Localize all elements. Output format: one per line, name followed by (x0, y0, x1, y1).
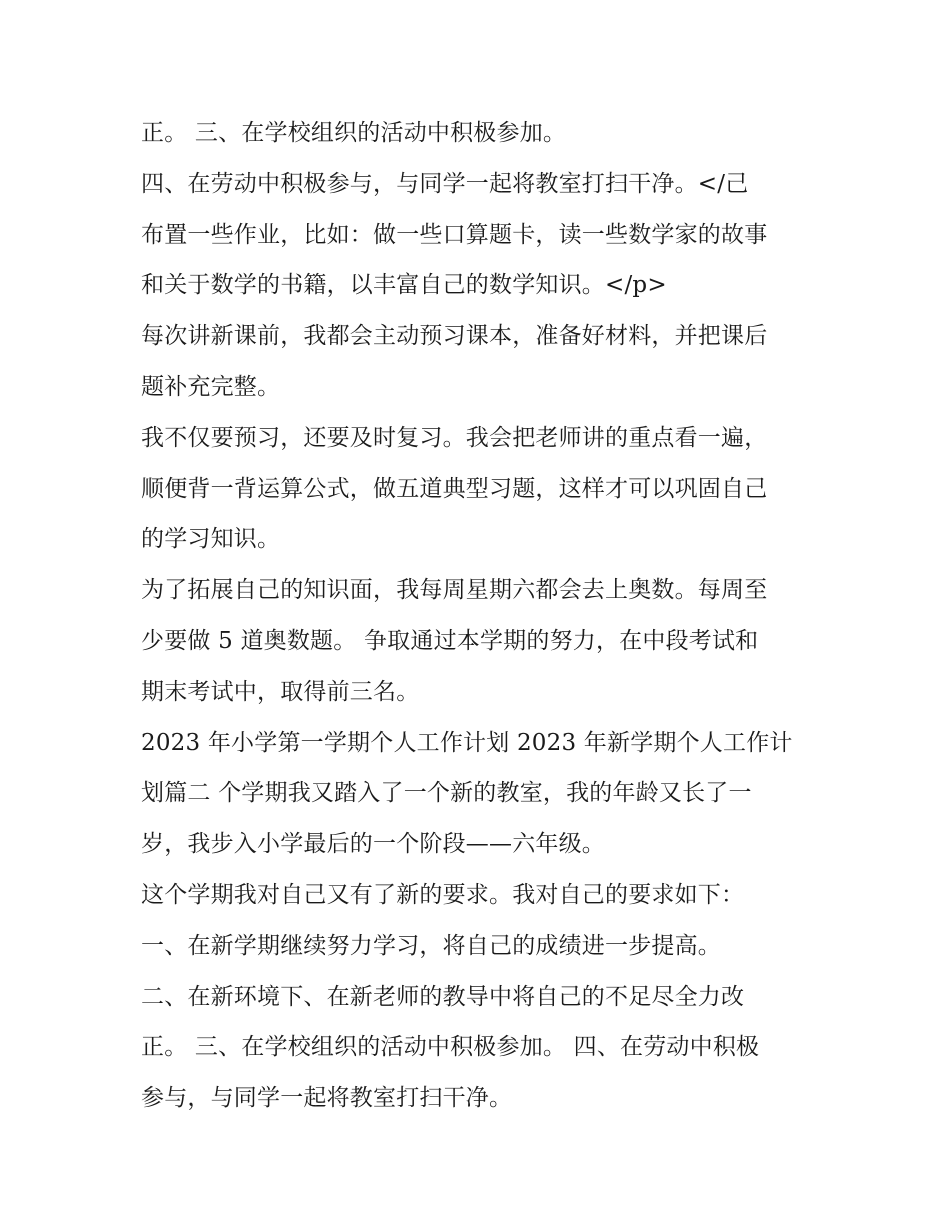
text-line: 顺便背一背运算公式，做五道典型习题，这样才可以巩固自己 (141, 475, 768, 502)
text-line: 少要做 5 道奥数题。 争取通过本学期的努力，在中段考试和 (141, 627, 759, 654)
document-body (141, 108, 821, 1124)
text-line: 一、在新学期继续努力学习，将自己的成绩进一步提高。 (141, 932, 721, 959)
text-line: 正。 三、在学校组织的活动中积极参加。 (141, 120, 567, 146)
text-line: 题补充完整。 (141, 373, 281, 400)
text-line: 布置一些作业，比如：做一些口算题卡，读一些数学家的故事 (141, 221, 768, 248)
text-line: 为了拓展自己的知识面，我每周星期六都会去上奥数。每周至 (141, 577, 768, 604)
text-line: 2023 年小学第一学期个人工作计划 2023 年新学期个人工作计 (141, 729, 793, 756)
text-line: 这个学期我对自己又有了新的要求。我对自己的要求如下： (141, 881, 745, 908)
text-line: 四、在劳动中积极参与，与同学一起将教室打扫干净。</己 (141, 170, 749, 197)
text-line: 的学习知识。 (141, 526, 281, 553)
text-line: 期末考试中，取得前三名。 (141, 678, 420, 705)
text-line: 正。 三、在学校组织的活动中积极参加。 四、在劳动中积极 (141, 1034, 760, 1061)
text-line: 参与，与同学一起将教室打扫干净。 (141, 1085, 513, 1112)
text-line: 划篇二 个学期我又踏入了一个新的教室，我的年龄又长了一 (141, 780, 752, 807)
text-line: 我不仅要预习，还要及时复习。我会把老师讲的重点看一遍， (141, 424, 768, 451)
text-line: 每次讲新课前，我都会主动预习课本，准备好材料，并把课后 (141, 323, 768, 350)
text-line: 和关于数学的书籍，以丰富自己的数学知识。</p> (141, 272, 667, 299)
text-line: 岁，我步入小学最后的一个阶段——六年级。 (141, 831, 605, 858)
text-line: 二、在新环境下、在新老师的教导中将自己的不足尽全力改 (141, 983, 745, 1010)
